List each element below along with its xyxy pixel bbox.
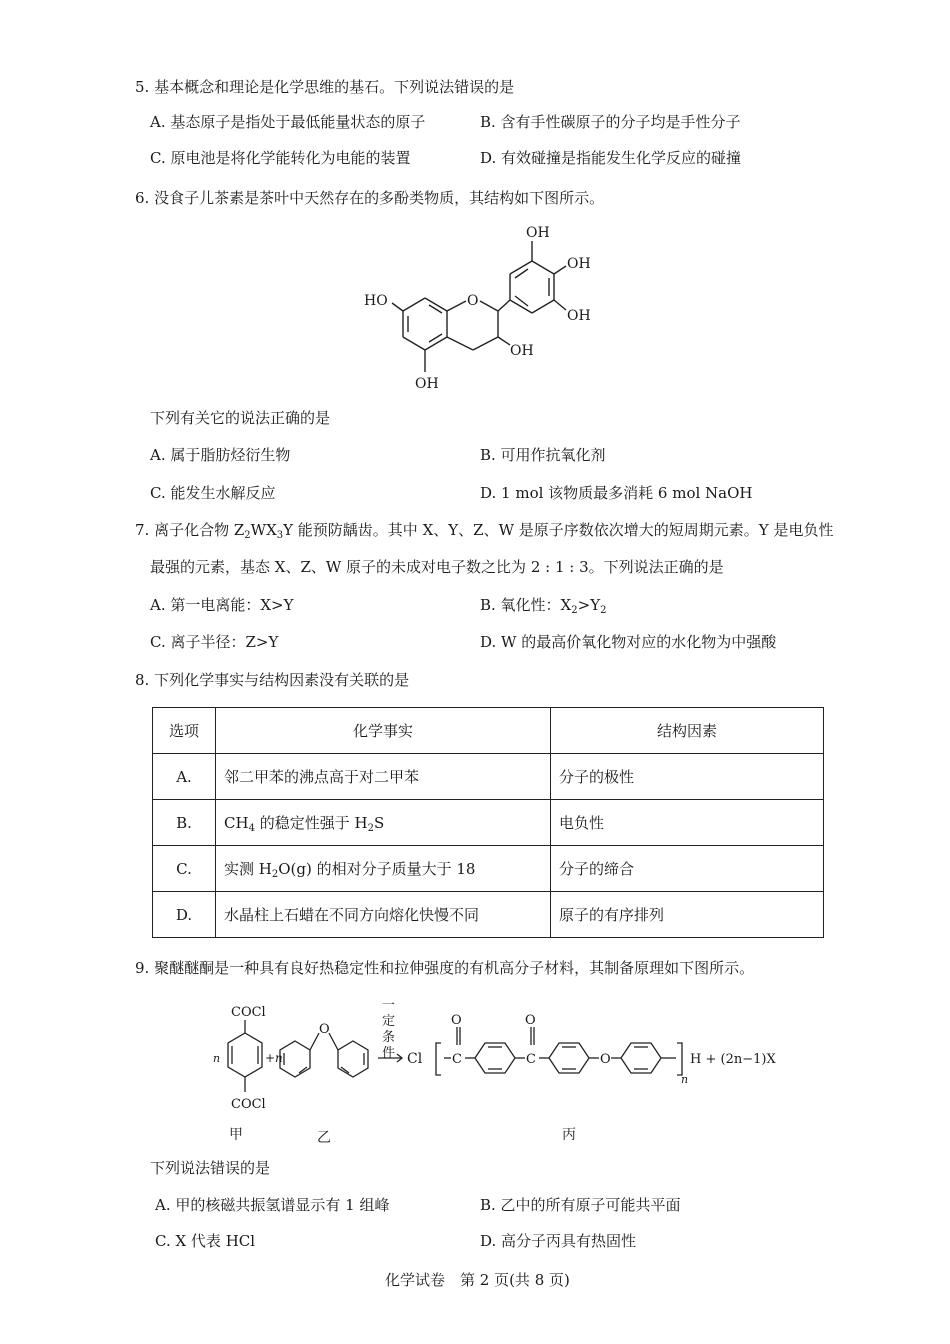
row-option: C. <box>153 846 216 892</box>
label-bing: 丙 <box>562 1127 576 1143</box>
page-footer: 化学试卷 第 2 页(共 8 页) <box>385 1271 570 1289</box>
repeat-n: n <box>681 1073 689 1086</box>
q5-option-c[interactable]: C. 原电池是将化学能转化为电能的装置 <box>150 149 411 167</box>
header-option: 选项 <box>153 708 216 754</box>
q7-stem-line2: 最强的元素，基态 X、Z、W 原子的未成对电子数之比为 2 : 1 : 3。下列说法正确的是 <box>150 558 724 576</box>
row-factor: 电负性 <box>551 800 824 846</box>
h-tail-label: H + (2n−1)X <box>690 1052 776 1067</box>
q6-option-b[interactable]: B. 可用作抗氧化剂 <box>480 446 606 464</box>
table-row[interactable] <box>153 892 824 938</box>
label-jia: 甲 <box>229 1127 243 1143</box>
row-option: A. <box>153 754 216 800</box>
coefficient-n: n <box>213 1052 221 1065</box>
ring-oxygen-label: O <box>467 293 479 309</box>
oh-label-bottom: OH <box>415 376 439 392</box>
carbonyl-oxygen-2: O <box>525 1013 536 1028</box>
q6-option-a[interactable]: A. 属于脂肪烃衍生物 <box>150 446 291 464</box>
q5-option-a[interactable]: A. 基态原子是指处于最低能量状态的原子 <box>150 113 426 131</box>
q5-option-d[interactable]: D. 有效碰撞是指能发生化学反应的碰撞 <box>480 149 742 167</box>
row-fact: $CH_4$ 的稳定性强于 $H_2S$ <box>216 800 551 846</box>
row-fact: 实测 $H_2O(g)$ 的相对分子质量大于 18 <box>216 846 551 892</box>
oh-label-c3: OH <box>510 343 534 359</box>
row-option: B. <box>153 800 216 846</box>
q8-table <box>152 707 824 938</box>
row-fact: 邻二甲苯的沸点高于对二甲苯 <box>216 754 551 800</box>
carbonyl-carbon-2: C <box>526 1052 536 1067</box>
q7-option-a[interactable]: A. 第一电离能：X>Y <box>150 596 294 614</box>
q9-stem: 9. 聚醚醚酮是一种具有良好热稳定性和拉伸强度的有机高分子材料，其制备原理如下图所示。 <box>135 959 755 977</box>
row-factor: 分子的缔合 <box>551 846 824 892</box>
table-row[interactable] <box>153 754 824 800</box>
table-row[interactable] <box>153 846 824 892</box>
cocl-label-bottom: COCl <box>231 1097 266 1112</box>
condition-char-1: 一 <box>382 998 396 1013</box>
gallocatechin-structure <box>360 215 620 400</box>
q6-option-d[interactable]: D. 1 mol 该物质最多消耗 6 mol NaOH <box>480 484 753 502</box>
q7-option-d[interactable]: D. W 的最高价氧化物对应的水化物为中强酸 <box>480 633 777 651</box>
q6-stem: 6. 没食子儿茶素是茶叶中天然存在的多酚类物质，其结构如下图所示。 <box>135 189 605 207</box>
condition-char-4: 件 <box>382 1046 396 1061</box>
peek-synthesis-scheme <box>195 995 785 1150</box>
q7-stem: 7. 离子化合物 $Z_2WX_3Y$ 能预防龋齿。其中 X、Y、Z、W 是原子序数依次增大的短周期元素。Y 是电负性 <box>135 521 834 541</box>
row-option: D. <box>153 892 216 938</box>
cocl-label-top: COCl <box>231 1005 266 1020</box>
q7-option-c[interactable]: C. 离子半径：Z>Y <box>150 633 279 651</box>
q9-option-c[interactable]: C. X 代表 HCl <box>155 1232 256 1250</box>
oh-label-top: OH <box>526 225 550 241</box>
q5-option-b[interactable]: B. 含有手性碳原子的分子均是手性分子 <box>480 113 741 131</box>
ether-oxygen-label: O <box>319 1022 330 1037</box>
row-fact: 水晶柱上石蜡在不同方向熔化快慢不同 <box>216 892 551 938</box>
condition-char-3: 条 <box>382 1030 396 1045</box>
q7-option-b[interactable]: B. 氧化性：$X_2>Y_2$ <box>480 596 607 616</box>
q6-option-c[interactable]: C. 能发生水解反应 <box>150 484 276 502</box>
chlorine-end-label: Cl <box>407 1051 423 1067</box>
table-header-row <box>153 708 824 754</box>
q9-question: 下列说法错误的是 <box>150 1159 271 1177</box>
plus-n: +n <box>265 1051 283 1065</box>
label-yi: 乙 <box>317 1130 331 1146</box>
oh-label-upper-right: OH <box>567 256 591 272</box>
q8-stem: 8. 下列化学事实与结构因素没有关联的是 <box>135 671 410 689</box>
header-fact: 化学事实 <box>216 708 551 754</box>
ether-oxygen-product: O <box>600 1052 611 1067</box>
carbonyl-oxygen-1: O <box>451 1013 462 1028</box>
q9-option-d[interactable]: D. 高分子丙具有热固性 <box>480 1232 637 1250</box>
carbonyl-carbon-1: C <box>452 1052 462 1067</box>
header-factor: 结构因素 <box>551 708 824 754</box>
row-factor: 分子的极性 <box>551 754 824 800</box>
q9-option-b[interactable]: B. 乙中的所有原子可能共平面 <box>480 1196 681 1214</box>
ho-label-left: HO <box>364 293 388 309</box>
condition-char-2: 定 <box>382 1014 396 1029</box>
oh-label-lower-right: OH <box>567 308 591 324</box>
row-factor: 原子的有序排列 <box>551 892 824 938</box>
q6-question: 下列有关它的说法正确的是 <box>150 409 331 427</box>
q9-option-a[interactable]: A. 甲的核磁共振氢谱显示有 1 组峰 <box>155 1196 390 1214</box>
table-row[interactable] <box>153 800 824 846</box>
q5-stem: 5. 基本概念和理论是化学思维的基石。下列说法错误的是 <box>135 78 515 96</box>
